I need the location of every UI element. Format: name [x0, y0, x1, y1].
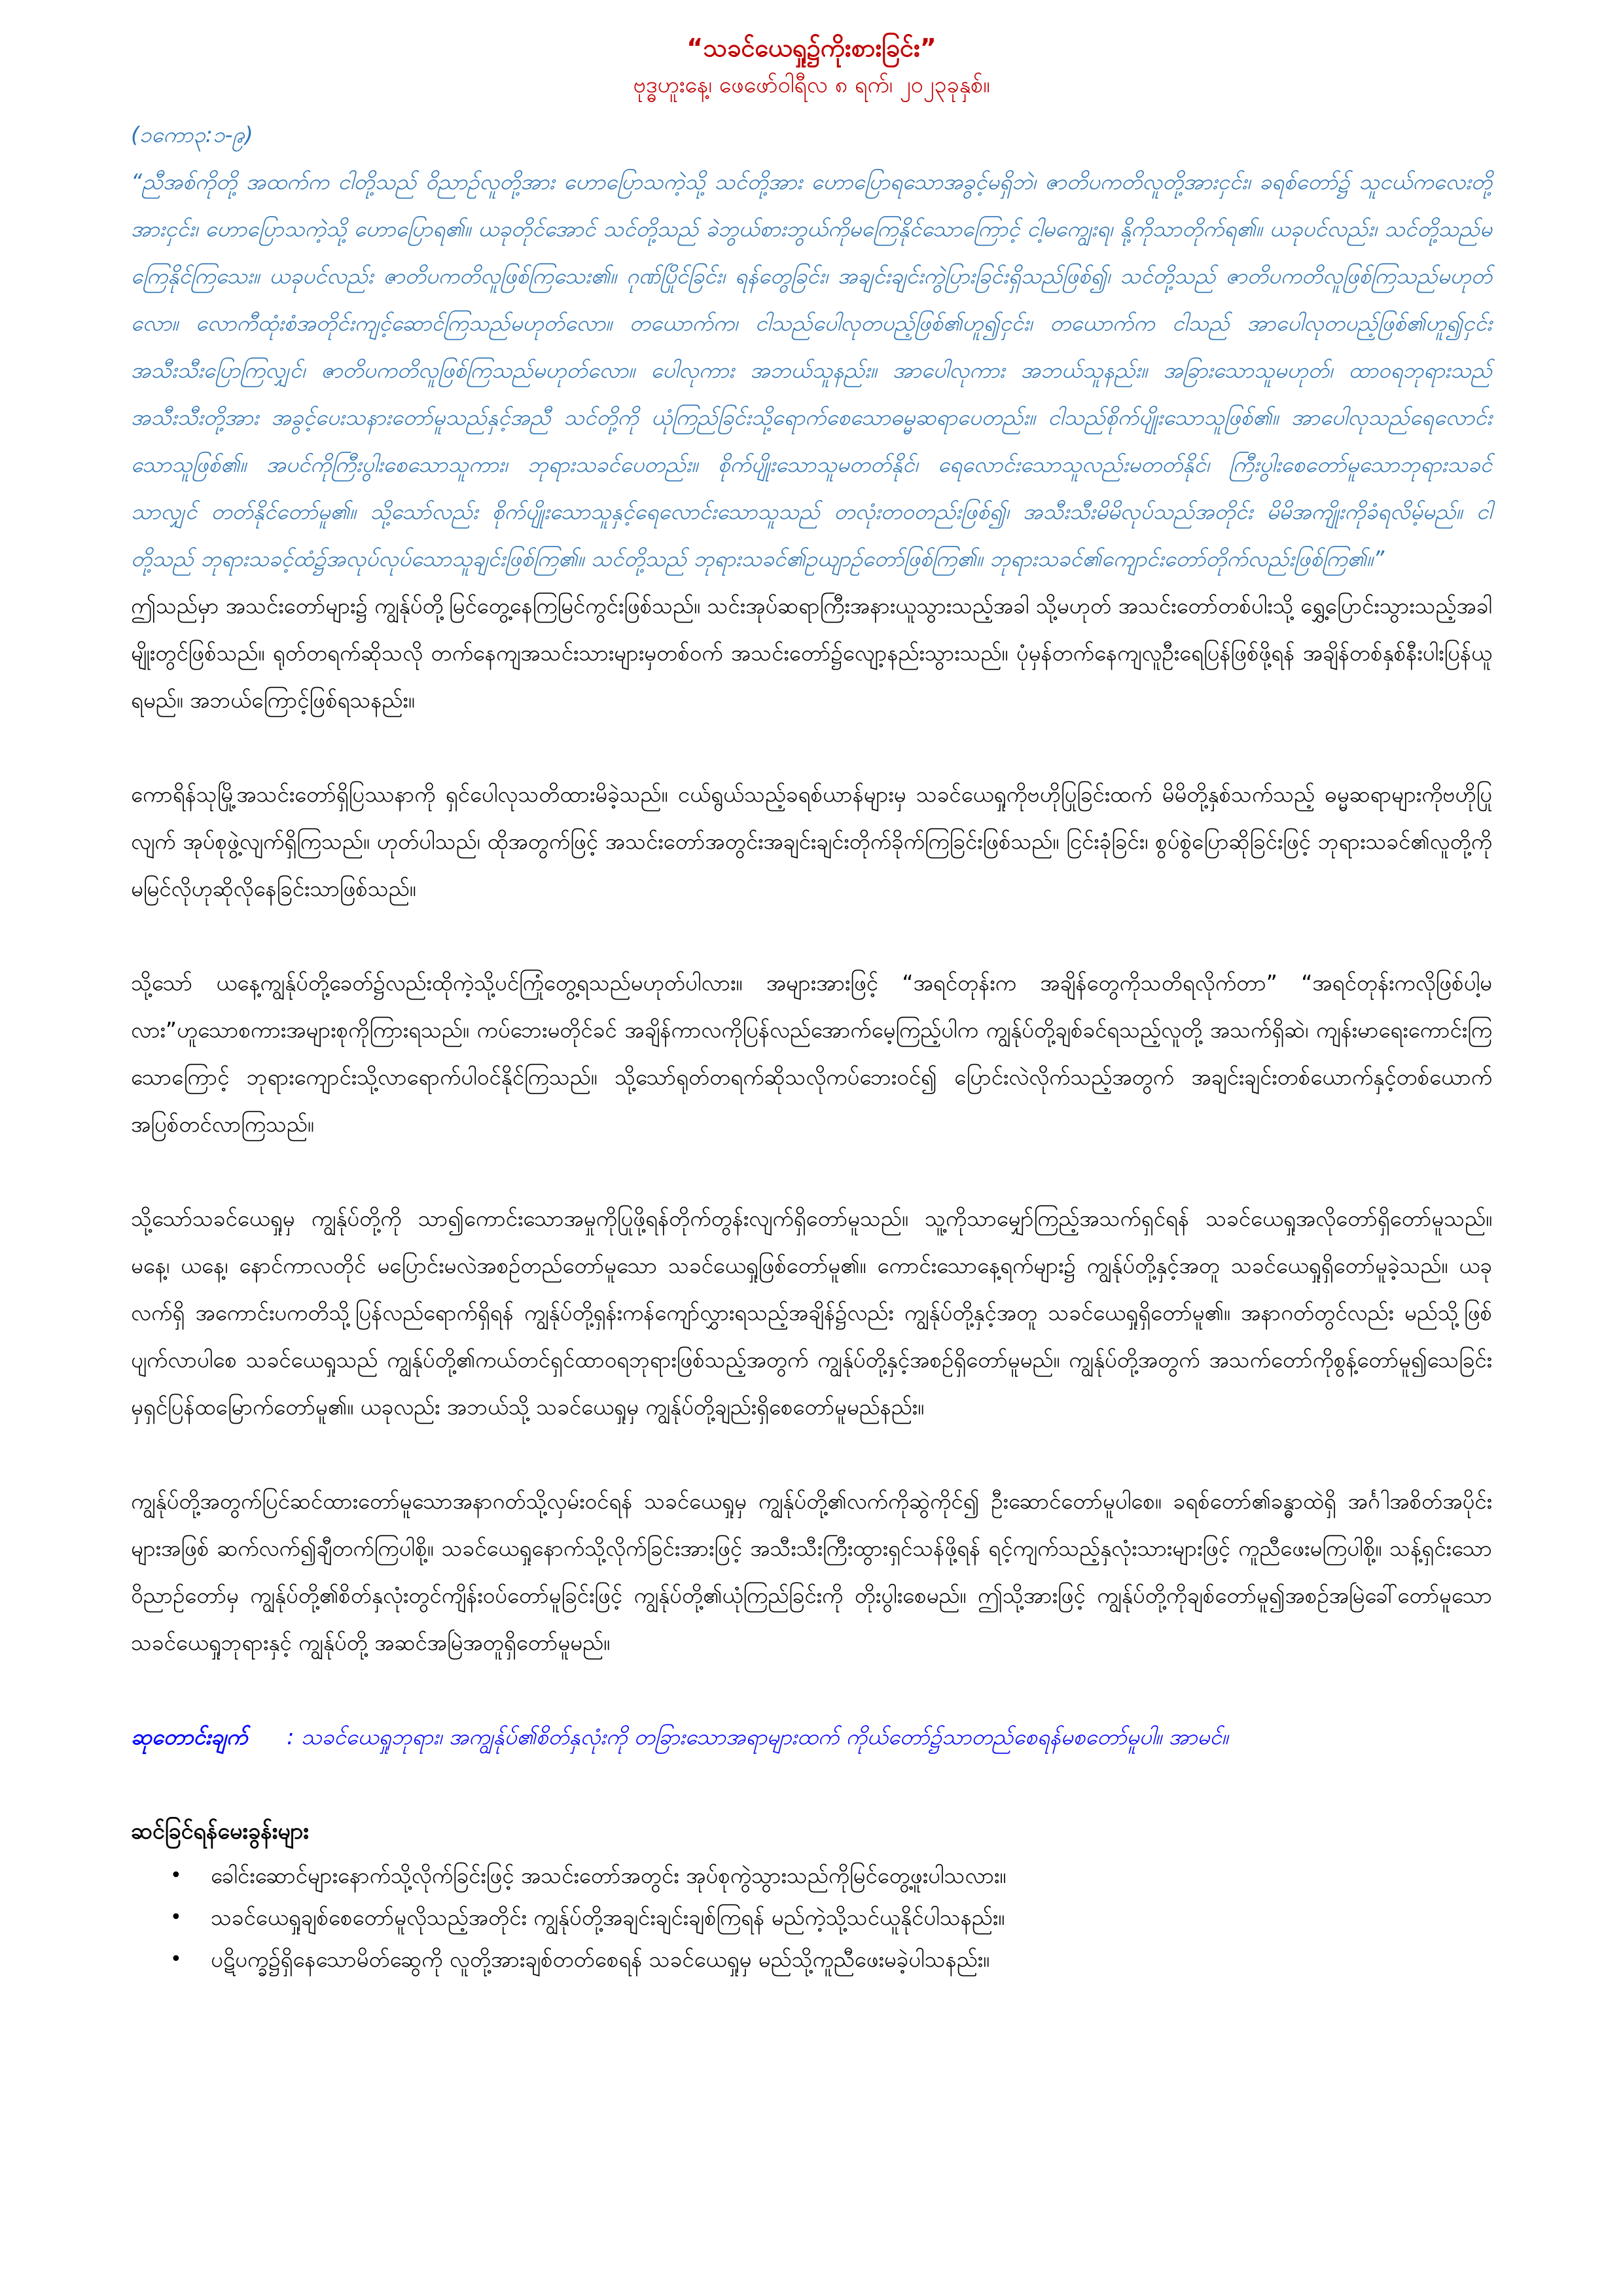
questions-heading: ဆင်ခြင်ရန်မေးခွန်းများ [131, 1818, 309, 1844]
bullet-icon: • [170, 1864, 182, 1887]
question-text: သခင်ယေရှုချစ်စေတော်မူလိုသည့်အတိုင်း ကျွန်ုပ်တို့အချင်းချင်းချစ်ကြရန် မည်ကဲ့သို့သင်ယူနိုင်ပါသနည်း။ [211, 1905, 1005, 1930]
question-text: ခေါင်းဆောင်များနောက်သို့လိုက်ခြင်းဖြင့် အသင်းတော်အတွင်း အုပ်စုကွဲသွားသည်ကိုမြင်တွေ့ဖူးပါသလား။ [211, 1863, 1007, 1888]
body-paragraph: သို့သော်သခင်ယေရှုမှ ကျွန်ုပ်တို့ကို သာ၍ကောင်းသောအမှုကိုပြုဖို့ရန်တိုက်တွန်းလျက်ရှိတော်မူသည်။ သူ့ကိုသာမျှော်ကြည့်အသက်ရှင်ရန် သခင်ယေရှုအလိုတော်ရှိတော်မူသည်။ မနေ့၊ ယနေ့၊ နောင်ကာလတိုင် မပြောင်းမလဲအစဉ်တည်တော်မူသော သခင်ယေရှုဖြစ်တော်မူ၏။ ကောင်းသောနေ့ရက်များ၌ ကျွန်ုပ်တို့နှင့်အတူ သခင်ယေရှုရှိတော်မူခဲ့သည်။ ယခုလက်ရှိ အကောင်းပကတိသို့ပြန်လည်ရောက်ရှိရန် ကျွန်ုပ်တို့ရှန်းကန်ကျော်လွှားရသည့်အချိန်၌လည်း ကျွန်ုပ်တို့နှင့်အတူ သခင်ယေရှုရှိတော်မူ၏။ အနာဂတ်တွင်လည်း မည်သို့ဖြစ်ပျက်လာပါစေ သခင်ယေရှုသည် ကျွန်ုပ်တို့၏ကယ်တင်ရှင်ထာဝရဘုရားဖြစ်သည့်အတွက် ကျွန်ုပ်တို့နှင့်အစဉ်ရှိတော်မူမည်။ ကျွန်ုပ်တို့အတွက် အသက်တော်ကိုစွန့်တော်မူ၍သေခြင်းမှရှင်ပြန်ထမြောက်တော်မူ၏။ ယခုလည်း အဘယ်သို့ သခင်ယေရှုမှ ကျွန်ုပ်တို့ချည်းရှိစေတော်မူမည်နည်း။ [131, 1206, 1492, 1420]
question-item [170, 1855, 1492, 1897]
prayer-label: ဆုတောင်းချက် [131, 1724, 248, 1749]
question-text: ပဋိပက္ခ၌ရှိနေသောမိတ်ဆွေကို လူတို့အားချစ်တတ်စေရန် သခင်ယေရှုမှ မည်သို့ကူညီဖေးမခဲ့ပါသနည်း။ [211, 1946, 990, 1972]
scripture-text: “ညီအစ်ကိုတို့ အထက်က ငါတို့သည် ဝိညာဉ်လူတို့အား ဟောပြောသကဲ့သို့ သင်တို့အား ဟောပြောရသောအခွင့်မရှိဘဲ၊ ဇာတိပကတိလူတို့အားငှင်း၊ ခရစ်တော်၌ သူငယ်ကလေးတို့အားငှင်း၊ ဟောပြောသကဲ့သို့ ဟောပြောရ၏။ ယခုတိုင်အောင် သင်တို့သည် ခဲဘွယ်စားဘွယ်ကိုမကြေနိုင်သောကြောင့် ငါ့မကျွေးရ၊ နို့ကိုသာတိုက်ရ၏။ ယခုပင်လည်း၊ သင်တို့သည်မကြေနိုင်ကြသေး။ ယခုပင်လည်း ဇာတိပကတိလူဖြစ်ကြသေး၏။ ဂုဏ်ပြိုင်ခြင်း၊ ရန်တွေခြင်း၊ အချင်းချင်းကွဲပြားခြင်းရှိသည်ဖြစ်၍၊ သင်တို့သည် ဇာတိပကတိလူဖြစ်ကြသည်မဟုတ်လော။ လောကီထုံးစံအတိုင်းကျင့်ဆောင်ကြသည်မဟုတ်လော။ တယောက်က၊ ငါသည်ပေါလုတပည့်ဖြစ်၏ဟူ၍ငှင်း၊ တယောက်က ငါသည် အာပေါလုတပည့်ဖြစ်၏ဟူ၍ငှင်းအသီးသီးပြောကြလျှင်၊ ဇာတိပကတိလူဖြစ်ကြသည်မဟုတ်လော။ ပေါလုကား အဘယ်သူနည်း။ အာပေါလုကား အဘယ်သူနည်း။ အခြားသောသူမဟုတ်၊ ထာဝရဘုရားသည်အသီးသီးတို့အား အခွင့်ပေးသနားတော်မူသည်နှင့်အညီ သင်တို့ကို ယုံကြည်ခြင်းသို့ရောက်စေသောဓမ္မဆရာပေတည်း။ ငါသည်စိုက်ပျိုးသောသူဖြစ်၏။ အာပေါလုသည်ရေလောင်းသောသူဖြစ်၏။ အပင်ကိုကြီးပွါးစေသောသူကား၊ ဘုရားသခင်ပေတည်း။ စိုက်ပျိုးသောသူမတတ်နိုင်၊ ရေလောင်းသောသူလည်းမတတ်နိုင်၊ ကြီးပွါးစေတော်မူသောဘုရားသခင်သာလျှင် တတ်နိုင်တော်မူ၏။ သို့သော်လည်း စိုက်ပျိုးသောသူနှင့်ရေလောင်းသောသူသည် တလုံးတဝတည်းဖြစ်၍၊ အသီးသီးမိမိလုပ်သည်အတိုင်း မိမိအကျိုးကိုခံရလိမ့်မည်။ ငါတို့သည် ဘုရားသခင့်ထံ၌အလုပ်လုပ်သောသူချင်းဖြစ်ကြ၏။ သင်တို့သည် ဘုရားသခင်၏ဥယျာဉ်တော်ဖြစ်ကြ၏။ ဘုရားသခင်၏ကျောင်းတော်တိုက်လည်းဖြစ်ကြ၏။” [131, 169, 1492, 571]
scripture-reference: (၁ကော၃:၁-၉) [131, 122, 253, 147]
questions-list [131, 1855, 1492, 1981]
bullet-icon: • [170, 1948, 182, 1971]
prayer-block [131, 1713, 1492, 1761]
body-paragraph: ကောရိန်သုမြို့အသင်းတော်ရှိပြဿနာကို ရှင်ပေါလုသတိထားမိခဲ့သည်။ ငယ်ရွယ်သည့်ခရစ်ယာန်များမှ သခင်ယေရှုကိုဗဟိုပြုခြင်းထက် မိမိတို့နှစ်သက်သည့် ဓမ္မဆရာများကိုဗဟိုပြုလျက် အုပ်စုဖွဲ့လျက်ရှိကြသည်။ ဟုတ်ပါသည်၊ ထိုအတွက်ဖြင့် အသင်းတော်အတွင်းအချင်းချင်းတိုက်ခိုက်ကြခြင်းဖြစ်သည်။ ငြင်းခုံခြင်း၊ စွပ်စွဲပြောဆိုခြင်းဖြင့် ဘုရားသခင်၏လူတို့ကိုမမြင်လိုဟုဆိုလိုနေခြင်းသာဖြစ်သည်။ [131, 781, 1492, 901]
body-paragraph: ကျွန်ုပ်တို့အတွက်ပြင်ဆင်ထားတော်မူသောအနာဂတ်သို့လှမ်းဝင်ရန် သခင်ယေရှုမှ ကျွန်ုပ်တို့၏လက်ကိုဆွဲကိုင်၍ ဦးဆောင်တော်မူပါစေ။ ခရစ်တော်၏ခန္ဓာထဲရှိ အင်္ဂါအစိတ်အပိုင်းများအဖြစ် ဆက်လက်၍ချီတက်ကြပါစို့။ သခင်ယေရှုနောက်သို့လိုက်ခြင်းအားဖြင့် အသီးသီးကြီးထွားရှင်သန်ဖို့ရန် ရင့်ကျက်သည့်နှလုံးသားများဖြင့် ကူညီဖေးမကြပါစို့။ သန့်ရှင်းသောဝိညာဉ်တော်မှ ကျွန်ုပ်တို့၏စိတ်နှလုံးတွင်ကျိန်းဝပ်တော်မူခြင်းဖြင့် ကျွန်ုပ်တို့၏ယုံကြည်ခြင်းကို တိုးပွါးစေမည်။ ဤသို့အားဖြင့် ကျွန်ုပ်တို့ကိုချစ်တော်မူ၍အစဉ်အမြဲခေါ်တော်မူသောသခင်ယေရှုဘုရားနှင့် ကျွန်ုပ်တို့ အဆင်အမြဲအတူရှိတော်မူမည်။ [131, 1488, 1492, 1655]
scripture-block [131, 111, 1492, 583]
body-paragraph: ဤသည်မှာ အသင်းတော်များ၌ ကျွန်ုပ်တို့မြင်တွေ့နေကြမြင်ကွင်းဖြစ်သည်။ သင်းအုပ်ဆရာကြီးအနားယူသွားသည့်အခါ သို့မဟုတ် အသင်းတော်တစ်ပါးသို့ ရွှေ့ပြောင်းသွားသည့်အခါမျိုးတွင်ဖြစ်သည်။ ရုတ်တရက်ဆိုသလို တက်နေကျအသင်းသားများမှတစ်ဝက် အသင်းတော်၌လျော့နည်းသွားသည်။ ပုံမှန်တက်နေကျလူဦးရေပြန်ဖြစ်ဖို့ရန် အချိန်တစ်နှစ်နီးပါးပြန်ယူရမည်။ အဘယ်ကြောင့်ဖြစ်ရသနည်း။ [131, 593, 1492, 713]
date-line: ဗုဒ္ဓဟူးနေ့၊ ဖေဖော်ဝါရီလ ၈ ရက်၊ ၂၀၂၃ခုနှစ်။ [633, 72, 990, 98]
bullet-icon: • [170, 1906, 182, 1929]
question-item [170, 1897, 1492, 1939]
question-item [170, 1939, 1492, 1981]
prayer-text: : သခင်ယေရှုဘုရား၊ အကျွန်ုပ်၏စိတ်နှလုံးကို တခြားသောအရာများထက် ကိုယ်တော်၌သာတည်စေရန်မစတော်မူပါ။ အာမင်။ [287, 1724, 1228, 1749]
body-paragraph: သို့သော် ယနေ့ကျွန်ုပ်တို့ခေတ်၌လည်းထိုကဲ့သို့ပင်ကြုံတွေ့ရသည်မဟုတ်ပါလား။ အများအားဖြင့် “အရင်တုန်းက အချိန်တွေကိုသတိရလိုက်တာ” “အရင်တုန်းကလိုဖြစ်ပါ့မလား”ဟူသောစကားအများစုကိုကြားရသည်။ ကပ်ဘေးမတိုင်ခင် အချိန်ကာလကိုပြန်လည်အောက်မေ့ကြည့်ပါက ကျွန်ုပ်တို့ချစ်ခင်ရသည့်လူတို့ အသက်ရှိဆဲ၊ ကျန်းမာရေးကောင်းကြသောကြောင့် ဘုရားကျောင်းသို့လာရောက်ပါဝင်နိုင်ကြသည်။ သို့သော်ရုတ်တရက်ဆိုသလိုကပ်ဘေးဝင်၍ ပြောင်းလဲလိုက်သည့်အတွက် အချင်းချင်းတစ်ယောက်နှင့်တစ်ယောက်အပြစ်တင်လာကြသည်။ [131, 970, 1492, 1137]
page-title: “သခင်ယေရှု၌ကိုးစားခြင်း” [687, 33, 936, 62]
